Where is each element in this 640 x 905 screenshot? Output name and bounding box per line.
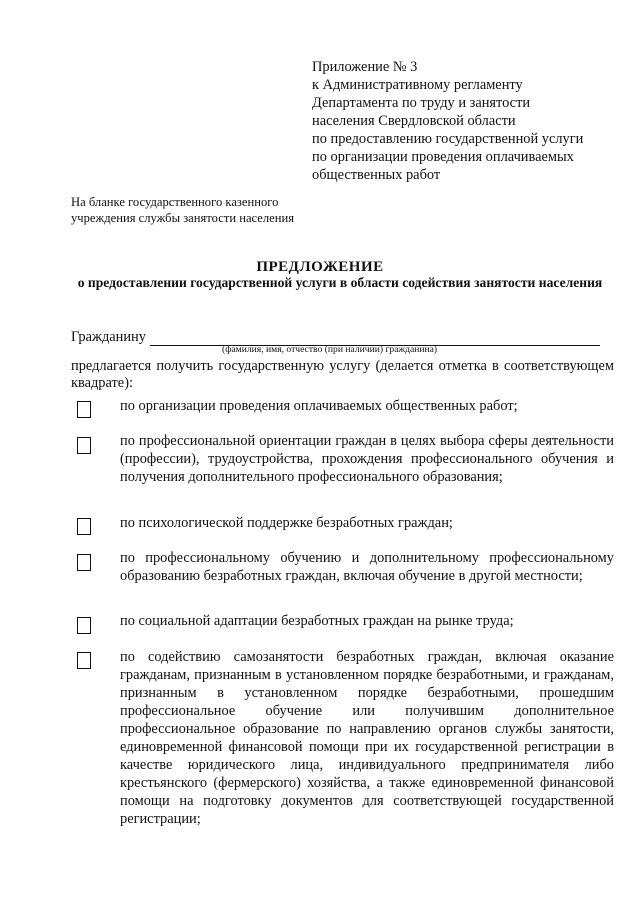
- option-checkbox[interactable]: [77, 518, 91, 535]
- appendix-line: по предоставлению государственной услуги: [312, 131, 584, 147]
- option-text: по профессиональному обучению и дополнительному профессиональному образованию безработных граждан, включая обучение в другой местности;: [120, 550, 614, 584]
- offer-text: предлагается получить государственную услугу (делается отметка в соответствующем квадрате):: [71, 358, 614, 391]
- appendix-line: Департамента по труду и занятости: [312, 95, 531, 111]
- letterhead-note-line: учреждения службы занятости населения: [71, 211, 295, 225]
- appendix-line: по организации проведения оплачиваемых: [312, 149, 574, 165]
- appendix-line: к Административному регламенту: [312, 77, 523, 93]
- option-checkbox[interactable]: [77, 437, 91, 454]
- citizen-label: Гражданину: [71, 329, 146, 345]
- appendix-line: населения Свердловской области: [312, 113, 516, 129]
- option-text: по психологической поддержке безработных граждан;: [120, 515, 453, 531]
- document-subtitle: о предоставлении государственной услуги в области содействия занятости населения: [77, 275, 603, 290]
- option-checkbox[interactable]: [77, 401, 91, 418]
- citizen-field-hint: (фамилия, имя, отчество (при наличии) гражданина): [222, 344, 438, 355]
- option-text: по содействию самозанятости безработных граждан, включая оказание гражданам, признанным в установленном порядке безработными, и гражданам, признанным в установленном порядке безработными, прошедшим профессиональное обучение или получившим дополнительное профессиональное образование по направлению органов службы занятости, единовременной финансовой помощи при их государственной регистрации в качестве юридического лица, индивидуального предпринимателя либо крестьянского (фермерского) хозяйства, а также единовременной финансовой помощи на подготовку документов для соответствующей государственной регистрации;: [120, 649, 614, 827]
- option-checkbox[interactable]: [77, 652, 91, 669]
- option-text: по организации проведения оплачиваемых общественных работ;: [120, 398, 518, 414]
- letterhead-note-line: На бланке государственного казенного: [71, 195, 279, 209]
- appendix-line: Приложение № 3: [312, 59, 418, 75]
- document-title: ПРЕДЛОЖЕНИЕ: [256, 259, 384, 275]
- option-text: по социальной адаптации безработных граждан на рынке труда;: [120, 613, 514, 629]
- option-text: по профессиональной ориентации граждан в целях выбора сферы деятельности (профессии), трудоустройства, прохождения профессионального обучения и получения дополнительного профессионального образования;: [120, 433, 614, 485]
- appendix-line: общественных работ: [312, 167, 441, 183]
- letterhead-note: [71, 194, 294, 226]
- option-checkbox[interactable]: [77, 617, 91, 634]
- option-checkbox[interactable]: [77, 554, 91, 571]
- appendix-header: [312, 58, 632, 184]
